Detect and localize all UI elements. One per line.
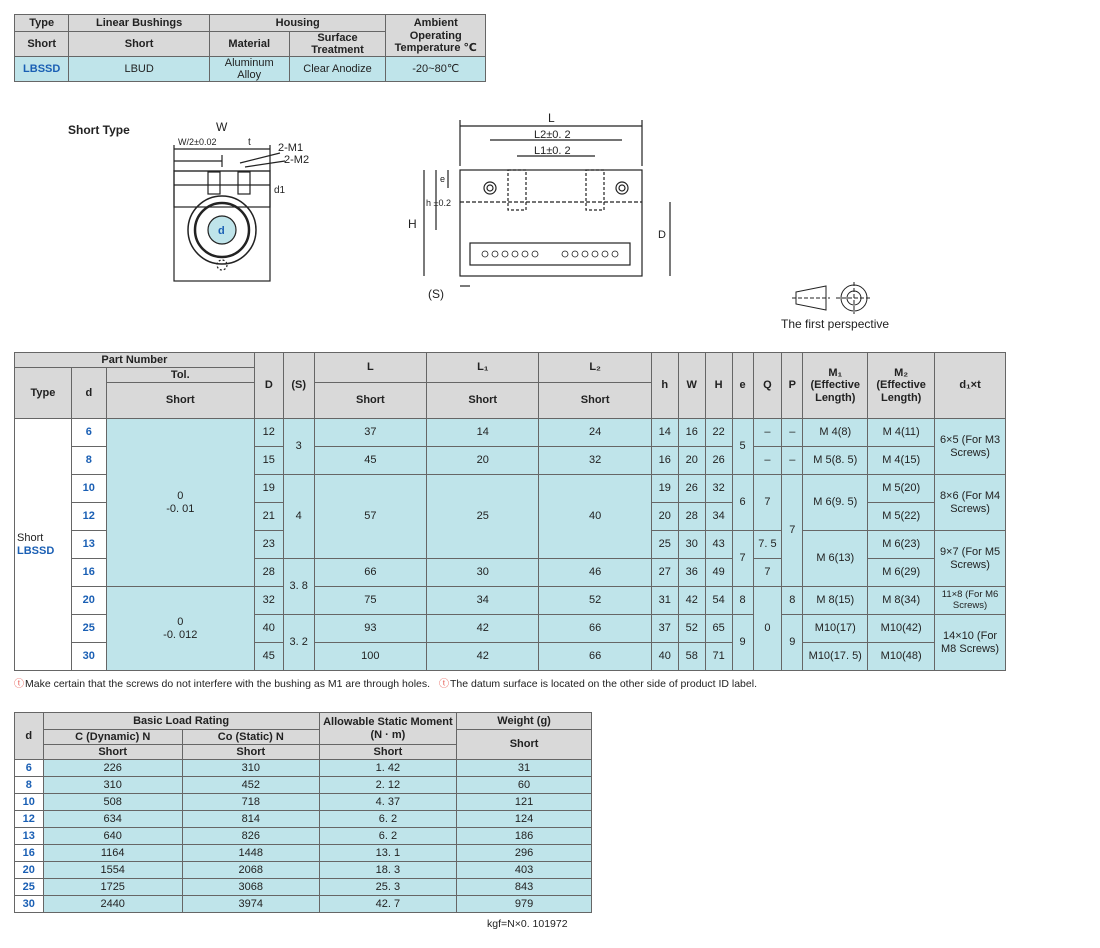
tol-1 [106,419,254,587]
spec-surface-value: Clear Anodize [289,57,386,82]
col-Q-header: Q [753,353,782,419]
col-P-header: P [782,353,803,419]
col-H-header: H [705,353,732,419]
d-value: 8 [15,777,44,794]
h-value: 20 [651,503,678,531]
h-value: 19 [651,475,678,503]
type-cell [15,419,72,671]
D-value: 19 [254,475,283,503]
tol-2-upper: 0 [177,616,184,629]
short-type-label: Short Type [68,123,130,137]
Q-value: 7 [753,475,782,531]
side-view-drawing [400,110,700,310]
front-W2-label: W/2±0.02 [178,137,217,147]
tol-1-lower: -0. 01 [166,502,195,515]
M2-value: M10(48) [868,643,935,671]
Co-value: 310 [182,760,319,777]
S-value: 3 [283,419,314,475]
H-value: 22 [705,419,732,447]
side-L-label: L [548,111,555,125]
h-value: 16 [651,447,678,475]
D-value: 28 [254,559,283,587]
weight-value: 124 [457,811,592,828]
moment-value: 2. 12 [319,777,456,794]
C-value: 640 [43,828,182,845]
d-value: 12 [71,503,106,531]
col-M2-header: M₂ (Effective Length) [868,353,935,419]
col-W-header: W [678,353,705,419]
d-value: 6 [71,419,106,447]
front-d1-label: d1 [274,185,286,196]
d-value: 10 [15,794,44,811]
load-Co-short-header: Short [182,745,319,760]
moment-value: 6. 2 [319,828,456,845]
spec-ambient-header: Ambient Operating Temperature ℃ [386,15,486,57]
moment-value: 4. 37 [319,794,456,811]
W-value: 16 [678,419,705,447]
col-S-header: (S) [283,353,314,419]
side-H-label: H [408,217,417,231]
D-value: 45 [254,643,283,671]
side-e-label: e [440,174,446,184]
note-mark-icon: ⓣ [14,679,24,690]
Q-value: – [753,419,782,447]
H-value: 26 [705,447,732,475]
W-value: 42 [678,587,705,615]
col-D-header: D [254,353,283,419]
col-h-header: h [651,353,678,419]
M2-value: M 5(20) [868,475,935,503]
H-value: 54 [705,587,732,615]
table-row [15,419,1006,447]
dimension-table [14,352,1006,671]
side-D-label: D [658,229,666,241]
first-perspective-label: The first perspective [781,317,890,331]
d1t-value: 9×7 (For M5 Screws) [935,531,1006,587]
table-row [15,879,592,896]
load-moment-short-header: Short [319,745,456,760]
C-value: 310 [43,777,182,794]
weight-value: 186 [457,828,592,845]
side-L2-label: L2±0. 2 [534,129,571,141]
L1-value: 20 [427,447,539,475]
side-L1-label: L1±0. 2 [534,145,571,157]
spec-linear-value: LBUD [69,57,210,82]
table-row [15,587,1006,615]
L1-value: 42 [427,615,539,643]
tol-short-header: Short [106,383,254,419]
weight-value: 843 [457,879,592,896]
weight-value: 60 [457,777,592,794]
Q-value: 0 [753,587,782,671]
M1-value: M 4(8) [803,419,868,447]
h-value: 14 [651,419,678,447]
S-value: 4 [283,475,314,559]
W-value: 30 [678,531,705,559]
spec-surface-header: Surface Treatment [289,32,386,57]
load-moment-header: Allowable Static Moment (N · m) [319,713,456,745]
table-row [15,794,592,811]
S-value: 3. 8 [283,559,314,615]
tol-2-lower: -0. 012 [163,628,198,641]
M2-value: M 4(15) [868,447,935,475]
first-perspective-icon [790,282,880,316]
D-value: 40 [254,615,283,643]
Co-value: 718 [182,794,319,811]
L1-value: 25 [427,475,539,559]
col-L1-header: L₁ [427,353,539,383]
M1-value: M 8(15) [803,587,868,615]
d-value: 25 [71,615,106,643]
front-t-label: t [248,137,251,148]
Co-value: 3974 [182,896,319,913]
note-2: The datum surface is located on the other side of product ID label. [449,678,757,690]
h-value: 27 [651,559,678,587]
note-1: Make certain that the screws do not interfere with the bushing as M1 are through holes. [25,678,431,690]
P-value: – [782,447,803,475]
side-S-label: (S) [428,287,444,301]
M1-value: M 6(13) [803,531,868,587]
D-value: 12 [254,419,283,447]
load-Co-header: Co (Static) N [182,730,319,745]
C-value: 634 [43,811,182,828]
L-value: 37 [314,419,426,447]
W-value: 36 [678,559,705,587]
d-value: 20 [71,587,106,615]
C-value: 226 [43,760,182,777]
d-value: 13 [71,531,106,559]
front-M1-label: 2-M1 [278,142,304,154]
spec-type-value: LBSSD [15,57,69,82]
M2-value: M 6(29) [868,559,935,587]
e-value: 8 [732,587,753,615]
side-h-label: h ±0.2 [426,198,451,208]
d1t-value: 8×6 (For M4 Screws) [935,475,1006,531]
front-d-label: d [218,225,225,237]
load-weight-header: Weight (g) [457,713,592,730]
load-rating-table [14,712,592,913]
d-value: 6 [15,760,44,777]
P-value: 9 [782,615,803,671]
moment-value: 13. 1 [319,845,456,862]
Co-value: 814 [182,811,319,828]
table-row [15,777,592,794]
table-row [15,845,592,862]
M2-value: M 4(11) [868,419,935,447]
col-L2-header: L₂ [539,353,651,383]
d-value: 8 [71,447,106,475]
col-tol-header: Tol. [106,368,254,383]
table-row [15,862,592,879]
H-value: 71 [705,643,732,671]
H-value: 32 [705,475,732,503]
e-value: 5 [732,419,753,475]
D-value: 15 [254,447,283,475]
P-value: 8 [782,587,803,615]
d-value: 25 [15,879,44,896]
H-value: 49 [705,559,732,587]
moment-value: 6. 2 [319,811,456,828]
table-row [15,828,592,845]
P-value: 7 [782,475,803,587]
h-value: 25 [651,531,678,559]
load-C-short-header: Short [43,745,182,760]
type-short: Short [17,532,44,545]
d-value: 10 [71,475,106,503]
e-value: 9 [732,615,753,671]
spec-table [14,14,486,82]
L-value: 93 [314,615,426,643]
Q-value: 7. 5 [753,531,782,559]
C-value: 1725 [43,879,182,896]
weight-value: 296 [457,845,592,862]
L-value: 100 [314,643,426,671]
Q-value: 7 [753,559,782,587]
moment-value: 18. 3 [319,862,456,879]
col-d-header: d [71,368,106,419]
H-value: 43 [705,531,732,559]
spec-material-value: Aluminum Alloy [209,57,289,82]
type-code: LBSSD [17,544,55,557]
D-value: 23 [254,531,283,559]
L1-value: 42 [427,643,539,671]
M1-value: M 6(9. 5) [803,475,868,531]
part-number-header: Part Number [15,353,255,368]
C-value: 1164 [43,845,182,862]
L2-value: 66 [539,615,651,643]
spec-type-header: Type [15,15,69,32]
moment-value: 25. 3 [319,879,456,896]
tol-1-upper: 0 [177,490,184,503]
d-value: 30 [71,643,106,671]
front-W-label: W [216,120,228,134]
L1-short-header: Short [427,383,539,419]
D-value: 32 [254,587,283,615]
Co-value: 452 [182,777,319,794]
spec-linear-header: Linear Bushings [69,15,210,32]
W-value: 52 [678,615,705,643]
d-value: 13 [15,828,44,845]
e-value: 7 [732,531,753,587]
d1t-value: 14×10 (For M8 Screws) [935,615,1006,671]
Co-value: 1448 [182,845,319,862]
col-L-header: L [314,353,426,383]
d1t-value: 11×8 (For M6 Screws) [935,587,1006,615]
spec-housing-header: Housing [209,15,386,32]
table-row [15,811,592,828]
M1-value: M 5(8. 5) [803,447,868,475]
spec-short-header-2: Short [69,32,210,57]
W-value: 28 [678,503,705,531]
col-e-header: e [732,353,753,419]
table-row [15,760,592,777]
weight-value: 31 [457,760,592,777]
Co-value: 2068 [182,862,319,879]
L2-value: 52 [539,587,651,615]
L-value: 45 [314,447,426,475]
M2-value: M10(42) [868,615,935,643]
L-short-header: Short [314,383,426,419]
table-row [15,896,592,913]
L1-value: 14 [427,419,539,447]
h-value: 37 [651,615,678,643]
d-value: 12 [15,811,44,828]
d-value: 20 [15,862,44,879]
L1-value: 30 [427,559,539,587]
H-value: 65 [705,615,732,643]
M2-value: M 5(22) [868,503,935,531]
d-value: 16 [15,845,44,862]
L2-value: 66 [539,643,651,671]
W-value: 26 [678,475,705,503]
C-value: 2440 [43,896,182,913]
weight-value: 403 [457,862,592,879]
front-M2-label: 2-M2 [284,154,310,166]
table-notes [14,675,757,690]
d1t-value: 6×5 (For M3 Screws) [935,419,1006,475]
Co-value: 3068 [182,879,319,896]
col-type-header: Type [15,368,72,419]
moment-value: 42. 7 [319,896,456,913]
D-value: 21 [254,503,283,531]
load-d-header: d [15,713,44,760]
W-value: 58 [678,643,705,671]
L-value: 57 [314,475,426,559]
col-M1-header: M₁ (Effective Length) [803,353,868,419]
spec-short-header: Short [15,32,69,57]
L-value: 66 [314,559,426,587]
L2-value: 24 [539,419,651,447]
P-value: – [782,419,803,447]
spec-temp-value: -20~80℃ [386,57,486,82]
h-value: 31 [651,587,678,615]
kgf-footnote: kgf=N×0. 101972 [487,918,568,930]
tol-2 [106,587,254,671]
C-value: 508 [43,794,182,811]
L1-value: 34 [427,587,539,615]
weight-value: 979 [457,896,592,913]
spec-material-header: Material [209,32,289,57]
S-value: 3. 2 [283,615,314,671]
load-C-header: C (Dynamic) N [43,730,182,745]
L2-short-header: Short [539,383,651,419]
col-d1t-header: d₁×t [935,353,1006,419]
W-value: 20 [678,447,705,475]
e-value: 6 [732,475,753,531]
load-basic-header: Basic Load Rating [43,713,319,730]
L-value: 75 [314,587,426,615]
d-value: 16 [71,559,106,587]
L2-value: 40 [539,475,651,559]
weight-value: 121 [457,794,592,811]
H-value: 34 [705,503,732,531]
M2-value: M 6(23) [868,531,935,559]
d-value: 30 [15,896,44,913]
h-value: 40 [651,643,678,671]
C-value: 1554 [43,862,182,879]
M1-value: M10(17. 5) [803,643,868,671]
M1-value: M10(17) [803,615,868,643]
L2-value: 32 [539,447,651,475]
Co-value: 826 [182,828,319,845]
L2-value: 46 [539,559,651,587]
Q-value: – [753,447,782,475]
note-mark-icon: ⓣ [438,679,449,690]
load-weight-short-header: Short [457,730,592,760]
M2-value: M 8(34) [868,587,935,615]
moment-value: 1. 42 [319,760,456,777]
